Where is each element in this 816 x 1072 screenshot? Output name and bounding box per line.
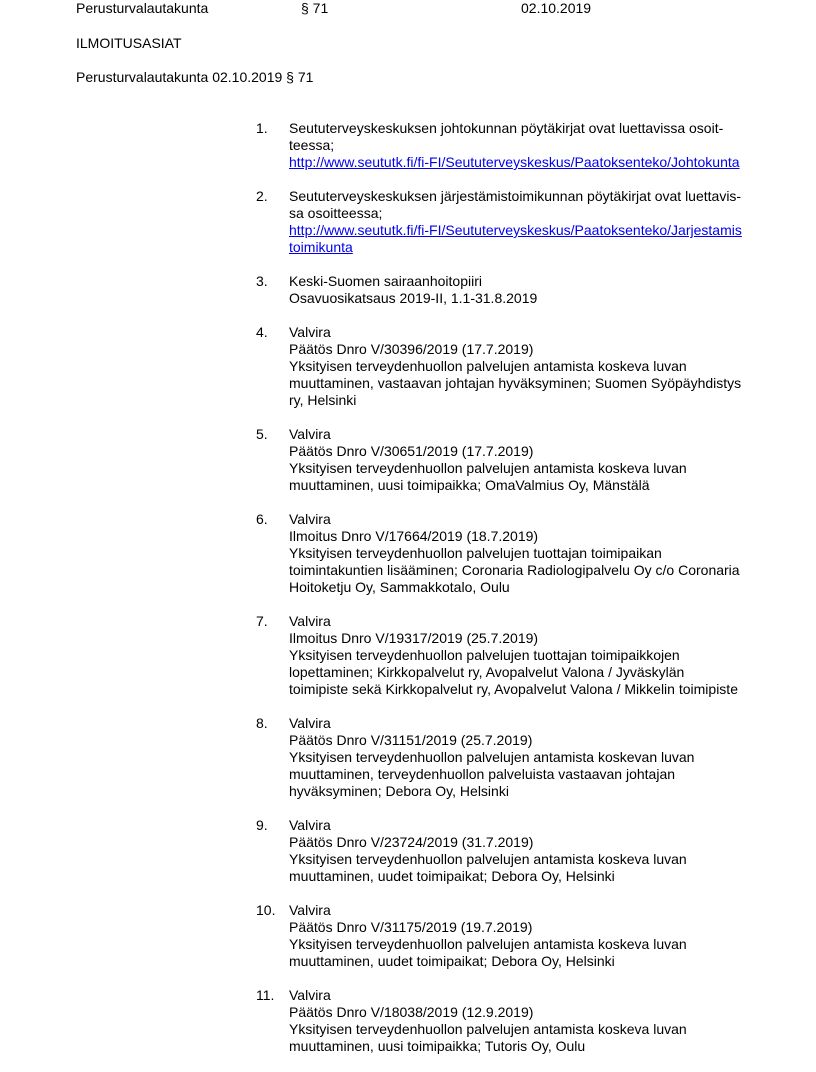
list-item-number: 9. xyxy=(256,817,268,833)
list-item-body xyxy=(289,902,816,970)
list-item-line: Päätös Dnro V/30396/2019 (17.7.2019) xyxy=(289,341,534,357)
list-item-line: Yksityisen terveydenhuollon palvelujen antamista koskeva luvan xyxy=(289,851,687,867)
list-item-number: 5. xyxy=(256,426,268,442)
meeting-reference: Perusturvalautakunta 02.10.2019 § 71 xyxy=(76,69,314,85)
list-item-line: muuttaminen, uudet toimipaikat; Debora Oy, Helsinki xyxy=(289,868,615,884)
list-item xyxy=(0,613,816,698)
list-item-body xyxy=(289,817,816,885)
list-item-body xyxy=(289,324,816,409)
list-item-line: Yksityisen terveydenhuollon palvelujen antamista koskeva luvan xyxy=(289,1021,687,1037)
list-item-line: muuttaminen, uusi toimipaikka; OmaValmius Oy, Mänstälä xyxy=(289,477,650,493)
list-item xyxy=(0,426,816,494)
list-item-number: 8. xyxy=(256,715,268,731)
list-item-line: Valvira xyxy=(289,817,331,833)
list-item-line: lopettaminen; Kirkkopalvelut ry, Avopalvelut Valona / Jyväskylän xyxy=(289,664,685,680)
list-item-line: toimipiste sekä Kirkkopalvelut ry, Avopalvelut Valona / Mikkelin toimipiste xyxy=(289,681,738,697)
list-item-line: Valvira xyxy=(289,613,331,629)
list-item xyxy=(0,817,816,885)
list-item-line: ry, Helsinki xyxy=(289,392,357,408)
header-section: § 71 xyxy=(301,0,329,16)
list-item-line: Valvira xyxy=(289,715,331,731)
list-item-line: Päätös Dnro V/23724/2019 (31.7.2019) xyxy=(289,834,534,850)
list-item-line: hyväksyminen; Debora Oy, Helsinki xyxy=(289,783,509,799)
document-link[interactable]: toimikunta xyxy=(289,239,353,255)
list-item-line: Valvira xyxy=(289,987,331,1003)
list-item-body xyxy=(289,511,816,596)
list-item-line: Seututerveyskeskuksen johtokunnan pöytäkirjat ovat luettavissa osoit- xyxy=(289,120,724,136)
list-item-body xyxy=(289,715,816,800)
list-item-line: Yksityisen terveydenhuollon palvelujen antamista koskeva luvan xyxy=(289,936,687,952)
list-item-line: Hoitoketju Oy, Sammakkotalo, Oulu xyxy=(289,579,510,595)
list-item-body xyxy=(289,120,816,171)
list-item-number: 6. xyxy=(256,511,268,527)
list-item-line: Päätös Dnro V/18038/2019 (12.9.2019) xyxy=(289,1004,534,1020)
list-item-line: Päätös Dnro V/31151/2019 (25.7.2019) xyxy=(289,732,533,748)
list-item-number: 3. xyxy=(256,273,268,289)
list-item-line: Valvira xyxy=(289,324,331,340)
list-item-body xyxy=(289,987,816,1055)
list-item-line: Valvira xyxy=(289,902,331,918)
list-item-line: muuttaminen, uusi toimipaikka; Tutoris Oy, Oulu xyxy=(289,1038,586,1054)
list-item-line: muuttaminen, terveydenhuollon palveluista vastaavan johtajan xyxy=(289,766,676,782)
list-item-line: Valvira xyxy=(289,426,331,442)
list-item-line: Yksityisen terveydenhuollon palvelujen antamista koskeva luvan xyxy=(289,460,687,476)
list-item-line: Seututerveyskeskuksen järjestämistoimikunnan pöytäkirjat ovat luettavis- xyxy=(289,188,742,204)
list-item xyxy=(0,715,816,800)
list-item-line: toimintakuntien lisääminen; Coronaria Radiologipalvelu Oy c/o Coronaria xyxy=(289,562,740,578)
list-item-line: Valvira xyxy=(289,511,331,527)
document-link[interactable]: http://www.seututk.fi/fi-FI/Seututerveyskeskus/Paatoksenteko/Johtokunta xyxy=(289,154,740,170)
list-item-line: sa osoitteessa; xyxy=(289,205,383,221)
list-item-line: Yksityisen terveydenhuollon palvelujen tuottajan toimipaikkojen xyxy=(289,647,680,663)
list-item-number: 2. xyxy=(256,188,268,204)
list-item-line: Osavuosikatsaus 2019-II, 1.1-31.8.2019 xyxy=(289,290,538,306)
list-item-line: Ilmoitus Dnro V/17664/2019 (18.7.2019) xyxy=(289,528,539,544)
list-item-line: Yksityisen terveydenhuollon palvelujen antamista koskevan luvan xyxy=(289,749,695,765)
list-item-number: 10. xyxy=(256,902,276,918)
header-organization: Perusturvalautakunta xyxy=(76,0,209,16)
list-item xyxy=(0,987,816,1055)
list-item-body xyxy=(289,273,816,307)
list-item xyxy=(0,273,816,307)
list-item xyxy=(0,511,816,596)
notice-list xyxy=(0,120,816,1072)
list-item-number: 11. xyxy=(256,987,275,1003)
list-item xyxy=(0,324,816,409)
document-link[interactable]: http://www.seututk.fi/fi-FI/Seututerveyskeskus/Paatoksenteko/Jarjestamis xyxy=(289,222,742,238)
page-heading: ILMOITUSASIAT xyxy=(76,35,182,51)
list-item-number: 7. xyxy=(256,613,268,629)
list-item-line: Ilmoitus Dnro V/19317/2019 (25.7.2019) xyxy=(289,630,539,646)
list-item xyxy=(0,188,816,256)
list-item-line: muuttaminen, uudet toimipaikat; Debora Oy, Helsinki xyxy=(289,953,615,969)
list-item-line: muuttaminen, vastaavan johtajan hyväksyminen; Suomen Syöpäyhdistys xyxy=(289,375,742,391)
list-item-line: Päätös Dnro V/30651/2019 (17.7.2019) xyxy=(289,443,534,459)
header-date: 02.10.2019 xyxy=(521,0,592,16)
list-item-body xyxy=(289,613,816,698)
list-item xyxy=(0,902,816,970)
list-item-body xyxy=(289,426,816,494)
list-item-number: 1. xyxy=(256,120,268,136)
list-item xyxy=(0,120,816,171)
list-item-line: teessa; xyxy=(289,137,335,153)
list-item-body xyxy=(289,188,816,256)
list-item-line: Yksityisen terveydenhuollon palvelujen antamista koskeva luvan xyxy=(289,358,687,374)
list-item-line: Keski-Suomen sairaanhoitopiiri xyxy=(289,273,482,289)
list-item-number: 4. xyxy=(256,324,268,340)
list-item-line: Yksityisen terveydenhuollon palvelujen tuottajan toimipaikan xyxy=(289,545,662,561)
list-item-line: Päätös Dnro V/31175/2019 (19.7.2019) xyxy=(289,919,533,935)
